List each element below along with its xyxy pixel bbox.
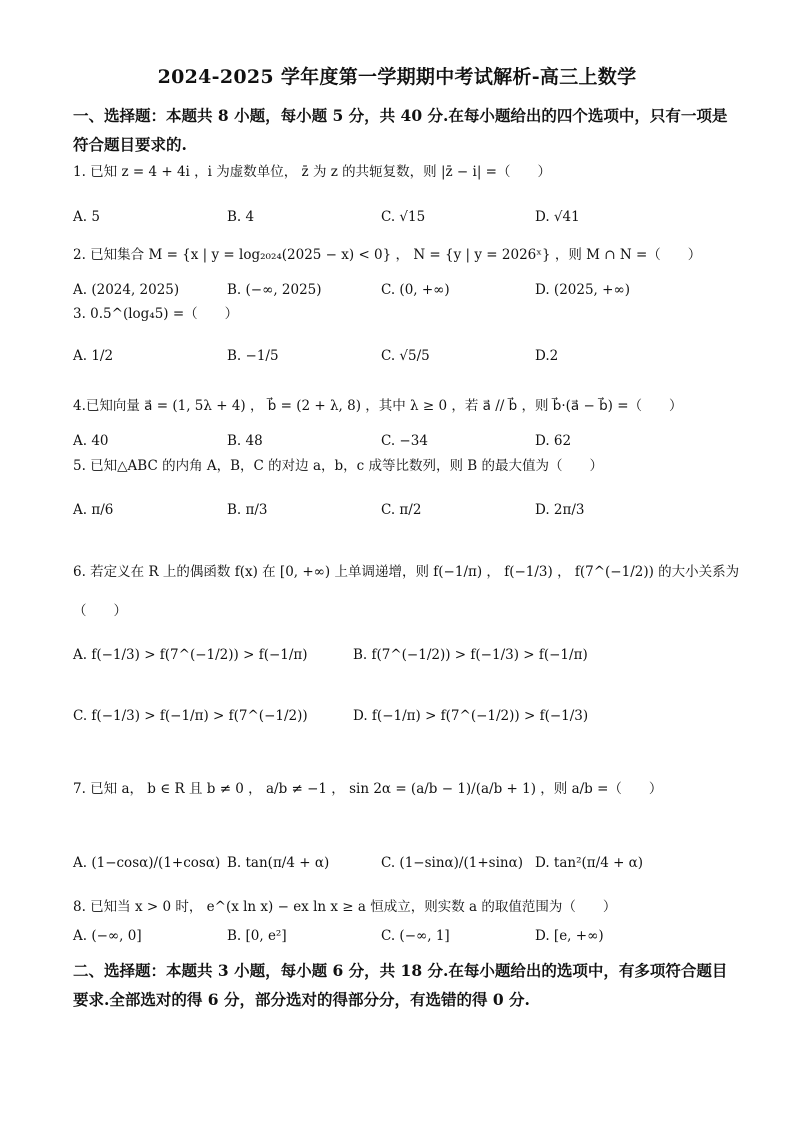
option-c[interactable]: C. √5/5	[381, 348, 430, 364]
option-b[interactable]: B. f(7^(−1/2)) > f(−1/3) > f(−1/π)	[353, 647, 588, 663]
option-d[interactable]: D.2	[535, 348, 559, 364]
option-a[interactable]: A. π/6	[73, 502, 114, 518]
question-6-stem-paren: （ ）	[73, 603, 127, 619]
question-2-stem: 2. 已知集合 M = {x | y = log₂₀₂₄(2025 − x) < 0} ， N = {y | y = 2026ˣ} ，则 M ∩ N =（ ）	[73, 247, 702, 263]
option-b[interactable]: B. 4	[227, 209, 255, 225]
option-a[interactable]: A. f(−1/3) > f(7^(−1/2)) > f(−1/π)	[73, 647, 308, 663]
option-c[interactable]: C. (−∞, 1]	[381, 928, 450, 944]
question-2-options	[73, 280, 723, 300]
option-c[interactable]: C. (1−sinα)/(1+sinα)	[381, 855, 523, 871]
option-d[interactable]: D. [e, +∞)	[535, 928, 604, 944]
question-6-stem: 6. 若定义在 R 上的偶函数 f(x) 在 [0, +∞) 上单调递增，则 f(−1/π) ， f(−1/3) ， f(7^(−1/2)) 的大小关系为	[73, 564, 740, 580]
section1-heading-line2: 符合题目要求的.	[73, 135, 187, 154]
question-3-stem: 3. 0.5^(log₄5) =（ ）	[73, 306, 239, 322]
option-a[interactable]: A. 40	[73, 433, 109, 449]
question-8-options	[73, 926, 723, 946]
question-8-stem: 8. 已知当 x > 0 时， e^(x ln x) − ex ln x ≥ a 恒成立，则实数 a 的取值范围为（ ）	[73, 899, 617, 915]
question-4-stem: 4.已知向量 a⃗ = (1, 5λ + 4) ， b⃗ = (2 + λ, 8) ，其中 λ ≥ 0 ，若 a⃗ // b⃗ ，则 b⃗·(a⃗ − b⃗) =（ ）	[73, 398, 683, 414]
question-5-stem: 5. 已知△ABC 的内角 A，B，C 的对边 a，b，c 成等比数列，则 B 的最大值为（ ）	[73, 458, 604, 474]
section2-heading-line2: 要求.全部选对的得 6 分，部分选对的得部分分，有选错的得 0 分.	[73, 990, 530, 1009]
option-b[interactable]: B. π/3	[227, 502, 268, 518]
option-d[interactable]: D. 62	[535, 433, 572, 449]
question-5-options	[73, 500, 723, 520]
question-7-stem: 7. 已知 a， b ∈ R 且 b ≠ 0 ， a/b ≠ −1 ， sin 2α = (a/b − 1)/(a/b + 1) ，则 a/b =（ ）	[73, 781, 663, 797]
option-d[interactable]: D. 2π/3	[535, 502, 585, 518]
option-d[interactable]: D. f(−1/π) > f(7^(−1/2)) > f(−1/3)	[353, 708, 589, 724]
option-a[interactable]: A. (1−cosα)/(1+cosα)	[73, 855, 221, 871]
question-7-options	[73, 853, 723, 873]
option-a[interactable]: A. (−∞, 0]	[73, 928, 142, 944]
option-d[interactable]: D. √41	[535, 209, 580, 225]
question-6-options-row2	[73, 706, 723, 726]
option-a[interactable]: A. 5	[73, 209, 100, 225]
option-a[interactable]: A. 1/2	[73, 348, 114, 364]
question-1-options	[73, 207, 723, 227]
option-a[interactable]: A. (2024, 2025)	[73, 282, 180, 298]
option-b[interactable]: B. (−∞, 2025)	[227, 282, 322, 298]
page-title: 2024-2025 学年度第一学期期中考试解析-高三上数学	[157, 66, 637, 88]
option-b[interactable]: B. −1/5	[227, 348, 279, 364]
option-c[interactable]: C. −34	[381, 433, 428, 449]
question-6-options-row1	[73, 645, 723, 665]
option-b[interactable]: B. [0, e²]	[227, 928, 287, 944]
option-c[interactable]: C. (0, +∞)	[381, 282, 450, 298]
option-c[interactable]: C. √15	[381, 209, 426, 225]
option-d[interactable]: D. tan²(π/4 + α)	[535, 855, 644, 871]
question-1-stem: 1. 已知 z = 4 + 4i ，i 为虚数单位， z̄ 为 z 的共轭复数，则 |z̄ − i| =（ ）	[73, 164, 551, 180]
question-4-options	[73, 431, 723, 451]
option-c[interactable]: C. π/2	[381, 502, 422, 518]
section1-heading-line1: 一、选择题：本题共 8 小题，每小题 5 分，共 40 分.在每小题给出的四个选项中，只有一项是	[73, 106, 728, 125]
section2-heading-line1: 二、选择题：本题共 3 小题，每小题 6 分，共 18 分.在每小题给出的选项中，有多项符合题目	[73, 961, 728, 980]
question-3-options	[73, 346, 723, 366]
option-b[interactable]: B. 48	[227, 433, 263, 449]
option-b[interactable]: B. tan(π/4 + α)	[227, 855, 330, 871]
option-c[interactable]: C. f(−1/3) > f(−1/π) > f(7^(−1/2))	[73, 708, 308, 724]
option-d[interactable]: D. (2025, +∞)	[535, 282, 630, 298]
